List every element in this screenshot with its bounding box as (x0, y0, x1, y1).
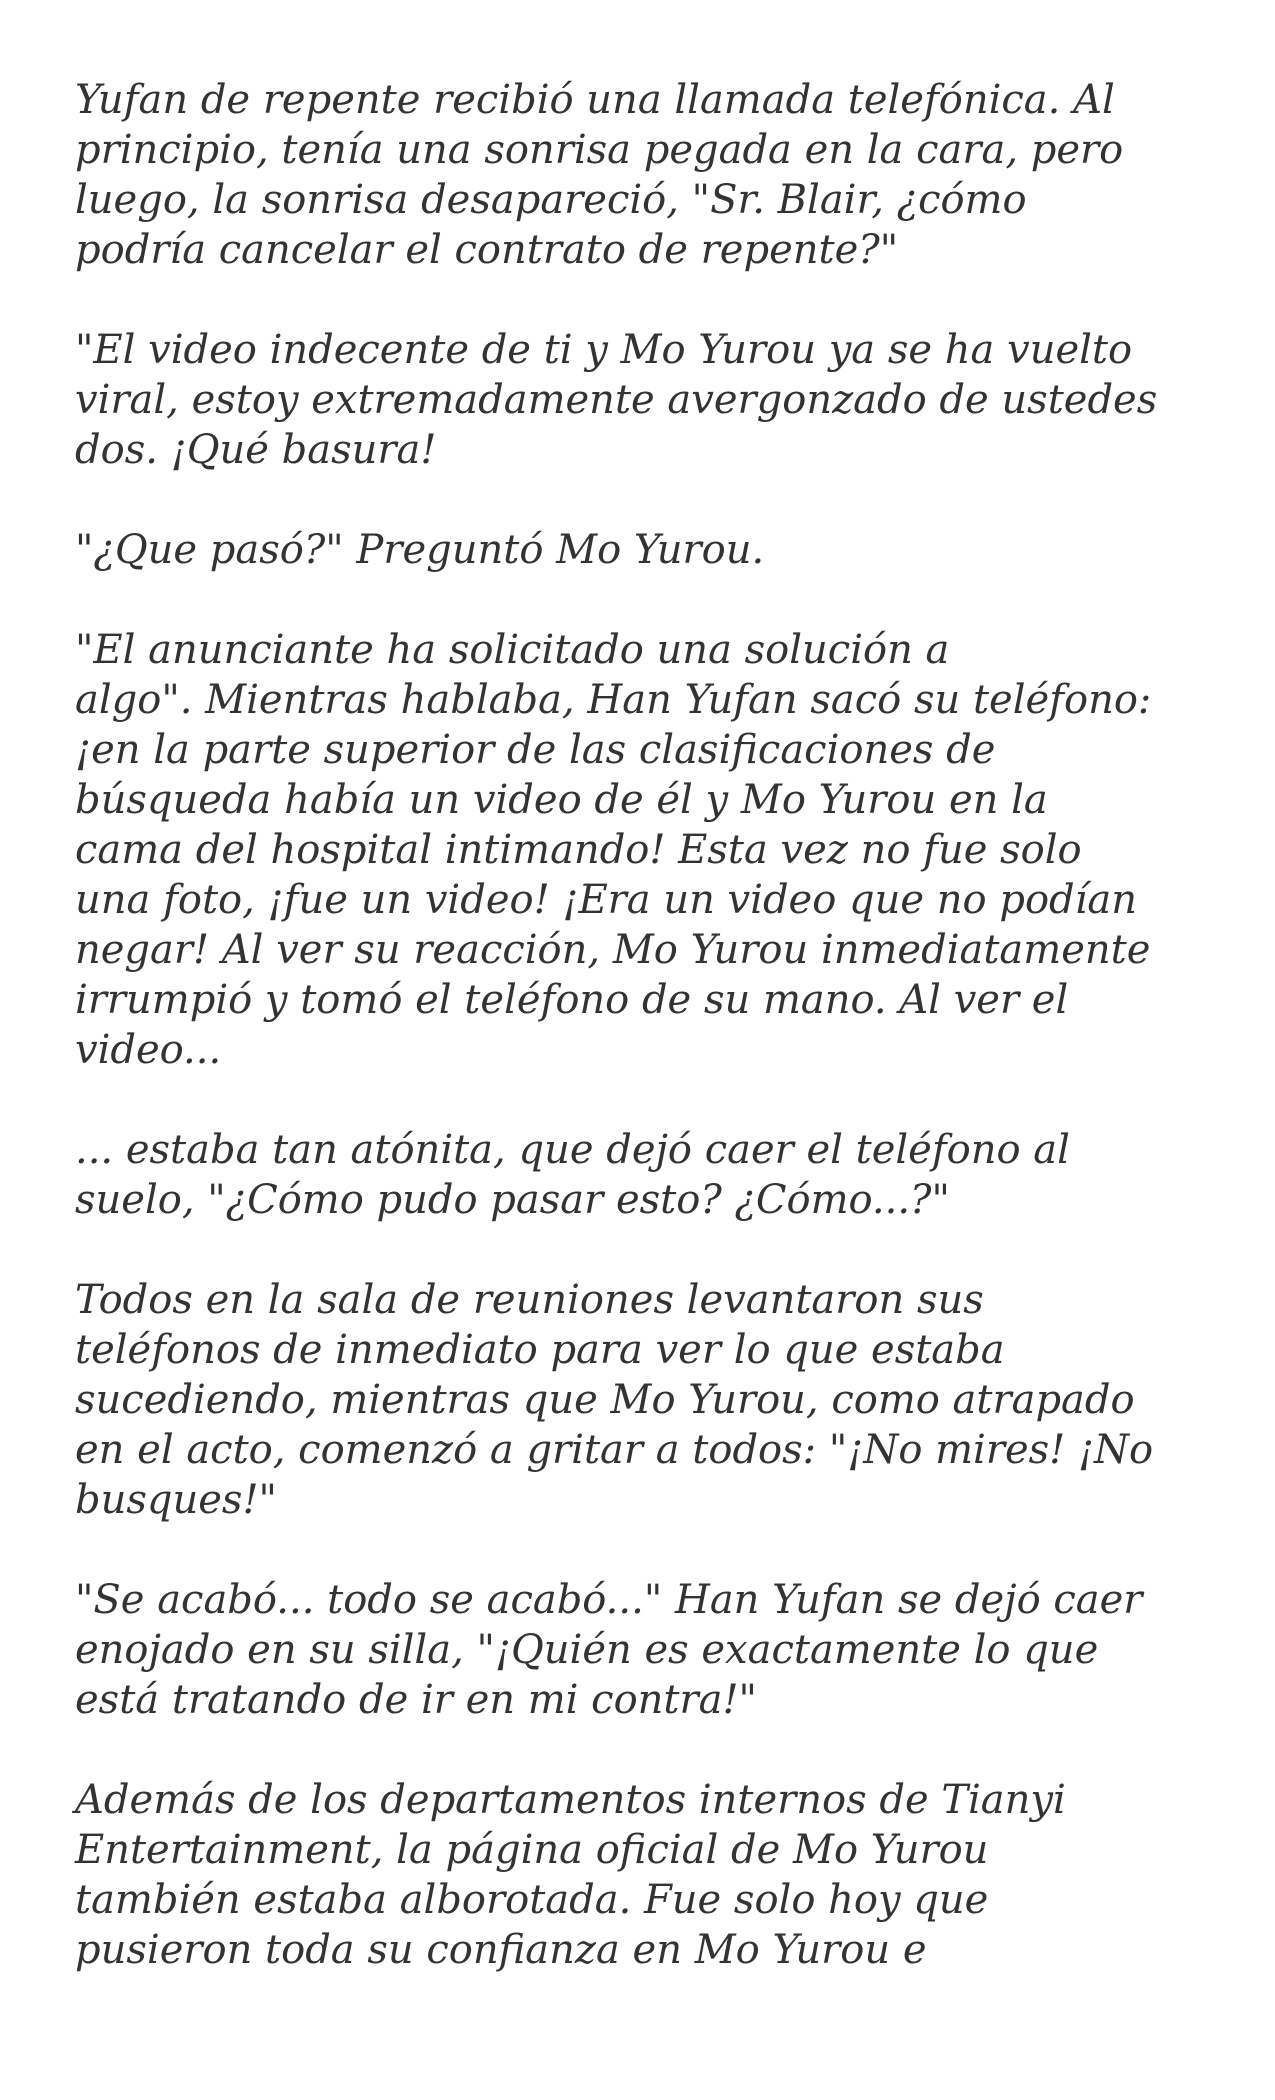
text-line: algo". Mientras hablaba, Han Yufan sacó su teléfono: (75, 677, 1152, 723)
text-line: podría cancelar el contrato de repente?" (75, 227, 899, 273)
text-line: está tratando de ir en mi contra!" (75, 1677, 757, 1723)
text-line: en el acto, comenzó a gritar a todos: "¡No mires! ¡No (75, 1427, 1154, 1473)
paragraph (75, 325, 1215, 475)
text-line: Yufan de repente recibió una llamada telefónica. Al (75, 77, 1115, 123)
text-line: teléfonos de inmediato para ver lo que estaba (75, 1327, 1005, 1373)
text-line: luego, la sonrisa desapareció, "Sr. Blair, ¿cómo (75, 177, 1027, 223)
text-line: viral, estoy extremadamente avergonzado de ustedes (75, 377, 1158, 423)
text-line: sucediendo, mientras que Mo Yurou, como atrapado (75, 1377, 1135, 1423)
text-line: dos. ¡Qué basura! (75, 427, 437, 473)
paragraph (75, 525, 1215, 575)
text-line: principio, tenía una sonrisa pegada en la cara, pero (75, 127, 1124, 173)
paragraph (75, 1775, 1215, 1975)
text-line: pusieron toda su confianza en Mo Yurou e (75, 1927, 927, 1973)
paragraph (75, 75, 1215, 275)
text-line: "¿Que pasó?" Preguntó Mo Yurou. (75, 527, 765, 573)
text-line: ... estaba tan atónita, que dejó caer el teléfono al (75, 1127, 1070, 1173)
text-line: Todos en la sala de reuniones levantaron sus (75, 1277, 984, 1323)
text-line: Además de los departamentos internos de Tianyi (75, 1777, 1066, 1823)
text-line: Entertainment, la página oficial de Mo Yurou (75, 1827, 989, 1873)
paragraph (75, 1575, 1215, 1725)
paragraph (75, 1275, 1215, 1525)
text-line: también estaba alborotada. Fue solo hoy que (75, 1877, 989, 1923)
text-line: enojado en su silla, "¡Quién es exactamente lo que (75, 1627, 1099, 1673)
text-line: negar! Al ver su reacción, Mo Yurou inmediatamente (75, 927, 1151, 973)
paragraph (75, 1125, 1215, 1225)
text-line: cama del hospital intimando! Esta vez no fue solo (75, 827, 1082, 873)
paragraph (75, 625, 1215, 1075)
text-line: video... (75, 1027, 222, 1073)
text-line: una foto, ¡fue un video! ¡Era un video que no podían (75, 877, 1138, 923)
text-line: irrumpió y tomó el teléfono de su mano. Al ver el (75, 977, 1069, 1023)
text-line: "Se acabó... todo se acabó..." Han Yufan se dejó caer (75, 1577, 1143, 1623)
text-line: ¡en la parte superior de las clasificaciones de (75, 727, 996, 773)
text-line: "El anunciante ha solicitado una solución a (75, 627, 950, 673)
text-line: busques!" (75, 1477, 277, 1523)
text-line: búsqueda había un video de él y Mo Yurou en la (75, 777, 1048, 823)
text-line: "El video indecente de ti y Mo Yurou ya se ha vuelto (75, 327, 1133, 373)
text-line: suelo, "¿Cómo pudo pasar esto? ¿Cómo...?" (75, 1177, 950, 1223)
